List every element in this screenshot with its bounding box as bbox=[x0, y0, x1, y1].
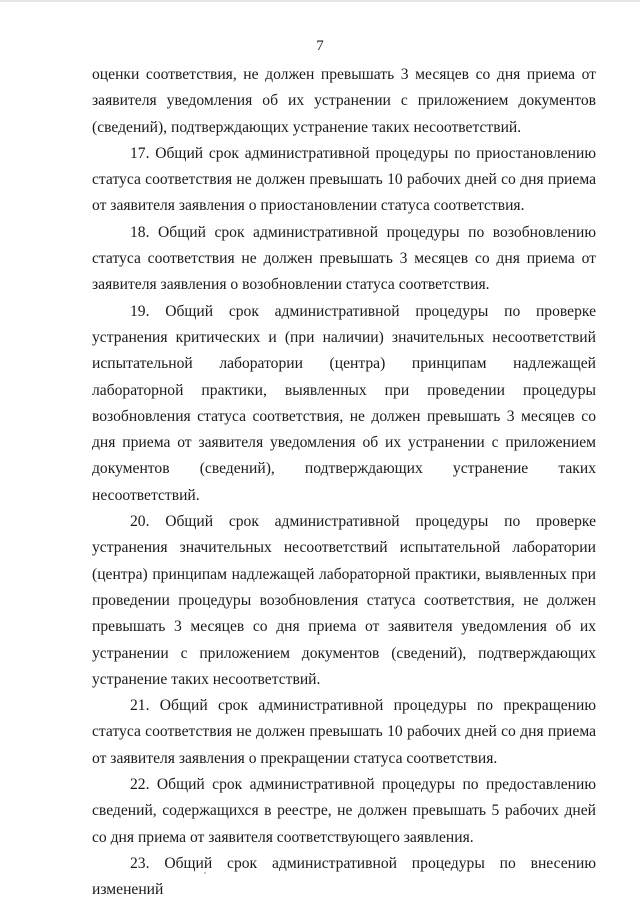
page-number: 7 bbox=[316, 38, 324, 54]
paragraph-23: 23. Общий срок административной процедуры по внесению изменений bbox=[92, 854, 596, 899]
paragraph-20: 20. Общий срок административной процедуры по проверке устранения значительных несоответствий испытательной лаборатории (центра) принципам надлежащей лабораторной практики, выявленных при проведении процедуры возобновления статуса соответствия, не должен превышать 3 месяцев со дня приема от заявителя уведомления об их устранении с приложением документов (сведений), подтверждающих устранение таких несоответствий. bbox=[92, 513, 596, 688]
scan-speck bbox=[204, 872, 206, 874]
paragraph-17: 17. Общий срок административной процедуры по приостановлению статуса соответствия не должен превышать 10 рабочих дней со дня приема от заявителя заявления о приостановлении статуса соответствия. bbox=[92, 144, 596, 215]
paragraph-21: 21. Общий срок административной процедуры по прекращению статуса соответствия не должен превышать 10 рабочих дней со дня приема от заявителя заявления о прекращении статуса соответствия. bbox=[92, 697, 596, 767]
paragraph-22: 22. Общий срок административной процедуры по предоставлению сведений, содержащихся в реестре, не должен превышать 5 рабочих дней со дня приема от заявителя соответствующего заявления. bbox=[92, 776, 596, 846]
paragraph-continuation: оценки соответствия, не должен превышать 3 месяцев со дня приема от заявителя уведомления об их устранении с приложением документов (сведений), подтверждающих устранение таких несоответствий. bbox=[92, 66, 596, 136]
page-top-edge bbox=[0, 0, 640, 2]
paragraph-18: 18. Общий срок административной процедуры по возобновлению статуса соответствия не должен превышать 3 месяцев со дня приема от заявителя заявления о возобновлении статуса соответствия. bbox=[92, 223, 596, 294]
paragraph-19: 19. Общий срок административной процедуры по проверке устранения критических и (при наличии) значительных несоответствий испытательной лаборатории (центра) принципам надлежащей лабораторной практики, выявленных при проведении процедуры возобновления статуса соответствия, не должен превышать 3 месяцев со дня приема от заявителя уведомления об их устранении с приложением документов (сведений), подтверждающих устранение таких несоответствий. bbox=[92, 302, 596, 504]
document-body bbox=[92, 62, 596, 904]
